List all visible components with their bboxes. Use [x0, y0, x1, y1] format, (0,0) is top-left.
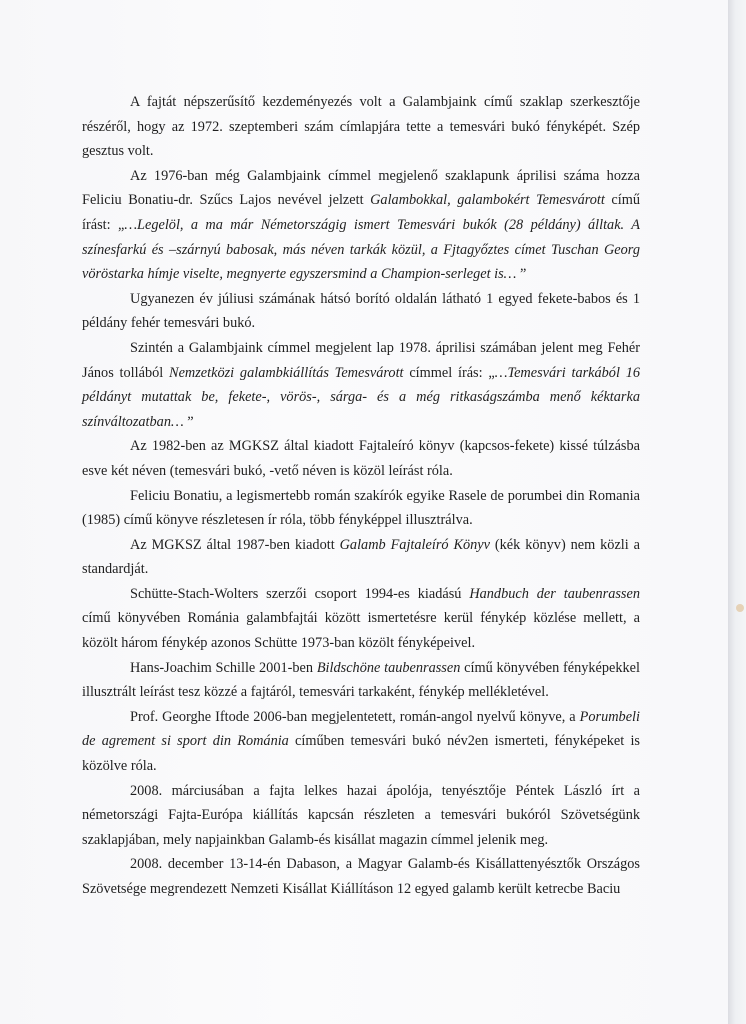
text-run: (kék könyv) nem közli a standardját. — [82, 536, 640, 578]
paragraph — [82, 533, 640, 582]
text-run: Hans-Joachim Schille 2001-ben — [130, 659, 317, 676]
paragraph — [82, 705, 640, 779]
paragraph — [82, 336, 640, 434]
page-edge — [728, 0, 746, 1024]
document-body — [82, 90, 640, 902]
italic-text: Galamb Fajtaleíró Könyv — [339, 536, 490, 553]
italic-text: Porumbeli de agrement si sport din Románia — [82, 708, 640, 750]
text-run: című könyvében Románia galambfajtái között ismertetésre kerül fénykép közlése mellett, a közölt három fénykép azonos Schütte 1973-ban közölt fényképeivel. — [82, 610, 640, 652]
text-run: 2008. december 13-14-én Dabason, a Magyar Galamb-és Kisállattenyésztők Országos Szövetsége megrendezett Nemzeti Kisállat Kiállításon 12 egyed galamb került ketrecbe Baciu — [82, 856, 640, 897]
text-run: ” — [516, 266, 527, 283]
paragraph — [82, 164, 640, 287]
paragraph — [82, 484, 640, 533]
text-run: Ugyanezen év júliusi számának hátsó borító oldalán látható 1 egyed fekete-babos és 1 példány fehér temesvári bukó. — [82, 290, 640, 332]
italic-text: …Temesvári tarkából 16 példányt mutattak be, fekete-, vörös-, sárga- és a még ritkaságszámba menő kéktarka színváltozatban… — [82, 364, 641, 430]
text-run: 2008. márciusában a fajta lelkes hazai ápolója, tenyésztője Péntek László írt a németországi Fajta-Európa kiállítás kapcsán részleten a temesvári bukóról Szövetségünk szaklapjában, mely napjainkban Galamb-és kisállat magazin címmel jelenik meg. — [82, 782, 640, 848]
paragraph — [82, 779, 640, 853]
text-run: Schütte-Stach-Wolters szerzői csoport 1994-es kiadású — [130, 585, 470, 602]
italic-text: …Legelöl, a ma már Németországig ismert Temesvári bukók (28 példány) álltak. A színesfarkú és –szárnyú babosak, más néven tarkák közül, a Fjtagyőztes címet Tuschan Georg vöröstarka hímje viselte, megnyerte egyszersmind a Champion-serleget is… — [82, 216, 640, 283]
italic-text: Nemzetközi galambkiállítás Temesvárott — [169, 364, 404, 381]
text-run: ” — [183, 413, 194, 430]
paper-stain — [736, 604, 744, 612]
italic-text: Galambokkal, galambokért Temesvárott — [370, 192, 605, 209]
text-run: címmel írás: „ — [403, 364, 495, 381]
text-run: A fajtát népszerűsítő kezdeményezés volt a Galambjaink című szaklap szerkesztője részéről, hogy az 1972. szeptemberi szám címlapjára tette a temesvári bukó fényképét. Szép gesztus volt. — [82, 94, 640, 160]
paragraph — [82, 656, 640, 705]
text-run: címűben temesvári bukó név2en ismerteti, fényképeket is közölve róla. — [82, 733, 640, 775]
text-run: című könyvében fényképekkel illusztrált leírást tesz közzé a fajtáról, temesvári tarkaként, fénykép mellékletével. — [82, 659, 640, 701]
text-run: Az 1976-ban még Galambjaink címmel megjelenő szaklapunk áprilisi száma hozza Feliciu Bonatiu-dr. Szűcs Lajos nevével jelzett — [82, 167, 640, 209]
text-run: Szintén a Galambjaink címmel megjelent lap 1978. áprilisi számában jelent meg Fehér János tollából — [82, 339, 640, 381]
text-run: Prof. Georghe Iftode 2006-ban megjelentetett, román-angol nyelvű könyve, a — [130, 708, 580, 725]
paragraph — [82, 90, 640, 164]
paragraph — [82, 582, 640, 656]
text-run: Feliciu Bonatiu, a legismertebb román szakírók egyike Rasele de porumbei din Romania (1985) című könyve részletesen ír róla, több fényképpel illusztrálva. — [82, 487, 640, 529]
paragraph — [82, 434, 640, 483]
text-run: Az 1982-ben az MGKSZ által kiadott Fajtaleíró könyv (kapcsos-fekete) kissé túlzásba esve két néven (temesvári bukó, -vető néven is közöl leírást róla. — [82, 438, 640, 479]
paragraph — [82, 287, 640, 336]
italic-text: Handbuch der taubenrassen — [469, 585, 640, 602]
italic-text: Bildschöne taubenrassen — [316, 659, 461, 676]
paragraph — [82, 852, 640, 901]
text-run: című írást: „ — [82, 192, 640, 233]
text-run: Az MGKSZ által 1987-ben kiadott — [130, 536, 340, 553]
